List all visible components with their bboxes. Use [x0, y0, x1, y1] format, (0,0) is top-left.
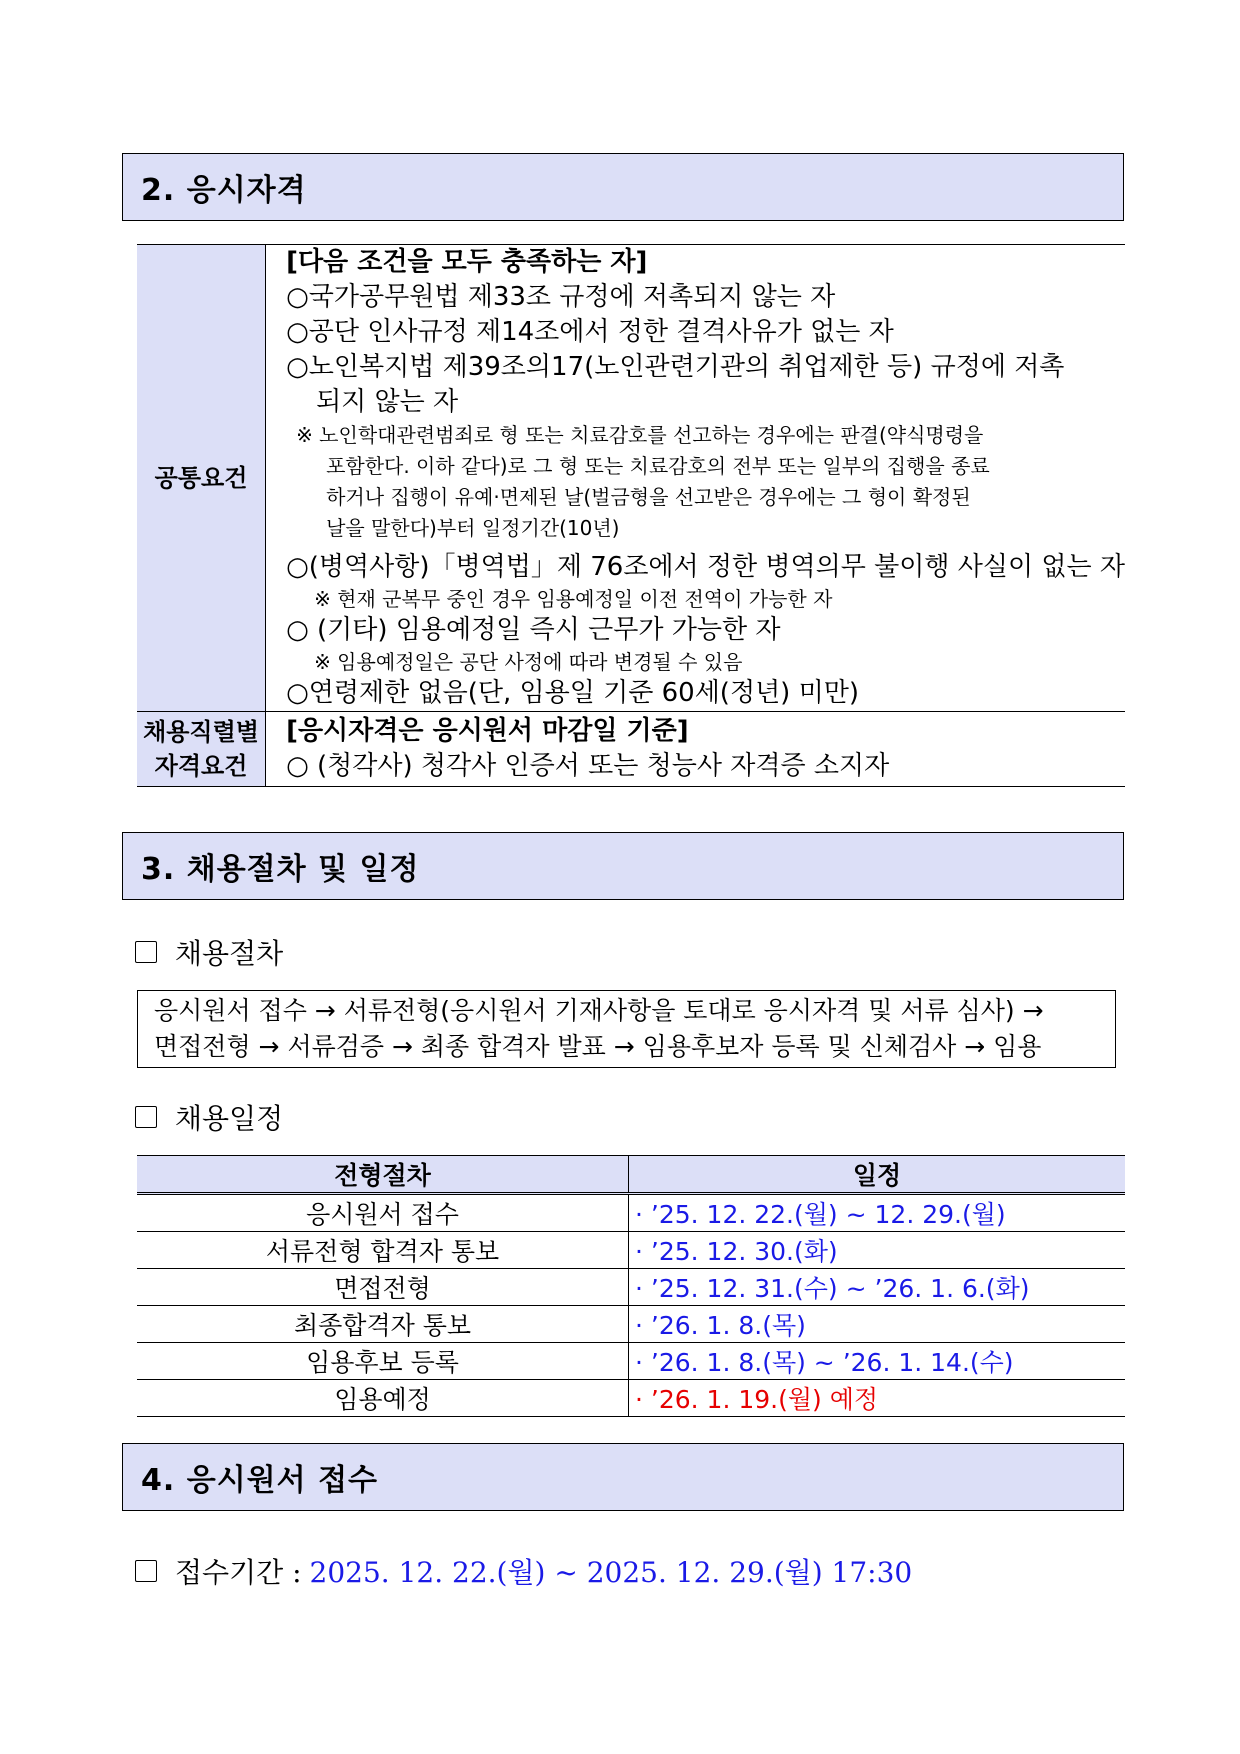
common-requirements-content — [266, 245, 1125, 712]
schedule-date: · ’26. 1. 8.(목) — [629, 1306, 1126, 1343]
schedule-date: · ’25. 12. 22.(월) ~ 12. 29.(월) — [629, 1194, 1126, 1232]
job-requirement-heading: [응시자격은 응시원서 마감일 기준] — [286, 716, 689, 746]
table-row — [137, 1306, 1125, 1343]
column-header-step: 전형절차 — [137, 1156, 629, 1194]
common-requirements-row — [137, 245, 1125, 712]
procedure-box — [137, 990, 1116, 1068]
schedule-step: 최종합격자 통보 — [137, 1306, 629, 1343]
schedule-date-highlight: · ’26. 1. 19.(월) 예정 — [629, 1380, 1126, 1417]
common-requirements-label: 공통요건 — [137, 245, 266, 712]
job-requirements-content — [266, 712, 1125, 787]
schedule-date: · ’26. 1. 8.(목) ~ ’26. 1. 14.(수) — [629, 1343, 1126, 1380]
procedure-line: 응시원서 접수 → 서류전형(응시원서 기재사항을 토대로 응시자격 및 서류 심사) → — [154, 996, 1044, 1025]
schedule-table — [137, 1155, 1125, 1417]
table-row — [137, 1380, 1125, 1417]
procedure-line: 면접전형 → 서류검증 → 최종 합격자 발표 → 임용후보자 등록 및 신체검사 → 임용 — [154, 1032, 1042, 1061]
section-3-title: 3. 채용절차 및 일정 — [141, 852, 420, 887]
condition-item: ○노인복지법 제39조의17(노인관련기관의 취업제한 등) 규정에 저촉 — [286, 352, 1065, 382]
checkbox-icon — [135, 1560, 157, 1582]
schedule-heading: 채용일정 — [135, 1097, 283, 1137]
military-note: ※ 현재 군복무 중인 경우 임용예정일 이전 전역이 가능한 자 — [314, 587, 833, 611]
condition-item-continued: 되지 않는 자 — [316, 387, 459, 417]
qualification-table — [137, 244, 1125, 787]
section-4-header — [122, 1443, 1124, 1511]
section-3-header — [122, 832, 1124, 900]
checkbox-icon — [135, 941, 157, 963]
age-requirement: ○연령제한 없음(단, 임용일 기준 60세(정년) 미만) — [286, 678, 859, 708]
military-requirement: ○(병역사항)「병역법」제 76조에서 정한 병역의무 불이행 사실이 없는 자 — [286, 552, 1125, 582]
table-row — [137, 1343, 1125, 1380]
checkbox-icon — [135, 1106, 157, 1128]
section-4-title: 4. 응시원서 접수 — [141, 1463, 379, 1498]
table-row — [137, 1194, 1125, 1232]
schedule-header-row — [137, 1156, 1125, 1194]
job-requirements-label: 채용직렬별 자격요건 — [137, 712, 266, 787]
job-requirements-row — [137, 712, 1125, 787]
schedule-step: 임용예정 — [137, 1380, 629, 1417]
application-period-label: 접수기간 : — [175, 1556, 302, 1589]
schedule-date: · ’25. 12. 30.(화) — [629, 1232, 1126, 1269]
condition-item: ○국가공무원법 제33조 규정에 저촉되지 않는 자 — [286, 282, 836, 312]
job-requirement-item: ○ (청각사) 청각사 인증서 또는 청능사 자격증 소지자 — [286, 751, 890, 781]
procedure-heading: 채용절차 — [135, 932, 283, 972]
etc-note: ※ 임용예정일은 공단 사정에 따라 변경될 수 있음 — [314, 650, 743, 674]
table-row — [137, 1269, 1125, 1306]
schedule-date: · ’25. 12. 31.(수) ~ ’26. 1. 6.(화) — [629, 1269, 1126, 1306]
etc-requirement: ○ (기타) 임용예정일 즉시 근무가 가능한 자 — [286, 615, 781, 645]
section-2-title: 2. 응시자격 — [141, 173, 307, 208]
application-period — [135, 1551, 912, 1591]
condition-heading: [다음 조건을 모두 충족하는 자] — [286, 247, 648, 277]
condition-item: ○공단 인사규정 제14조에서 정한 결격사유가 없는 자 — [286, 317, 894, 347]
schedule-step: 응시원서 접수 — [137, 1194, 629, 1232]
column-header-date: 일정 — [629, 1156, 1126, 1194]
schedule-step: 서류전형 합격자 통보 — [137, 1232, 629, 1269]
section-2-header — [122, 153, 1124, 221]
elder-abuse-note: ※ 노인학대관련범죄로 형 또는 치료감호를 선고하는 경우에는 판결(약식명령을 포함한다. 이하 같다)로 그 형 또는 치료감호의 전부 또는 일부의 집행을 종료 하거나 집행이 유예·면제된 날(벌금형을 선고받은 경우에는 그 형이 확정된 날을 말한다)부터 일정기간(10년) — [296, 423, 990, 540]
schedule-step: 임용후보 등록 — [137, 1343, 629, 1380]
table-row — [137, 1232, 1125, 1269]
application-period-value: 2025. 12. 22.(월) ~ 2025. 12. 29.(월) 17:30 — [309, 1556, 913, 1589]
schedule-step: 면접전형 — [137, 1269, 629, 1306]
